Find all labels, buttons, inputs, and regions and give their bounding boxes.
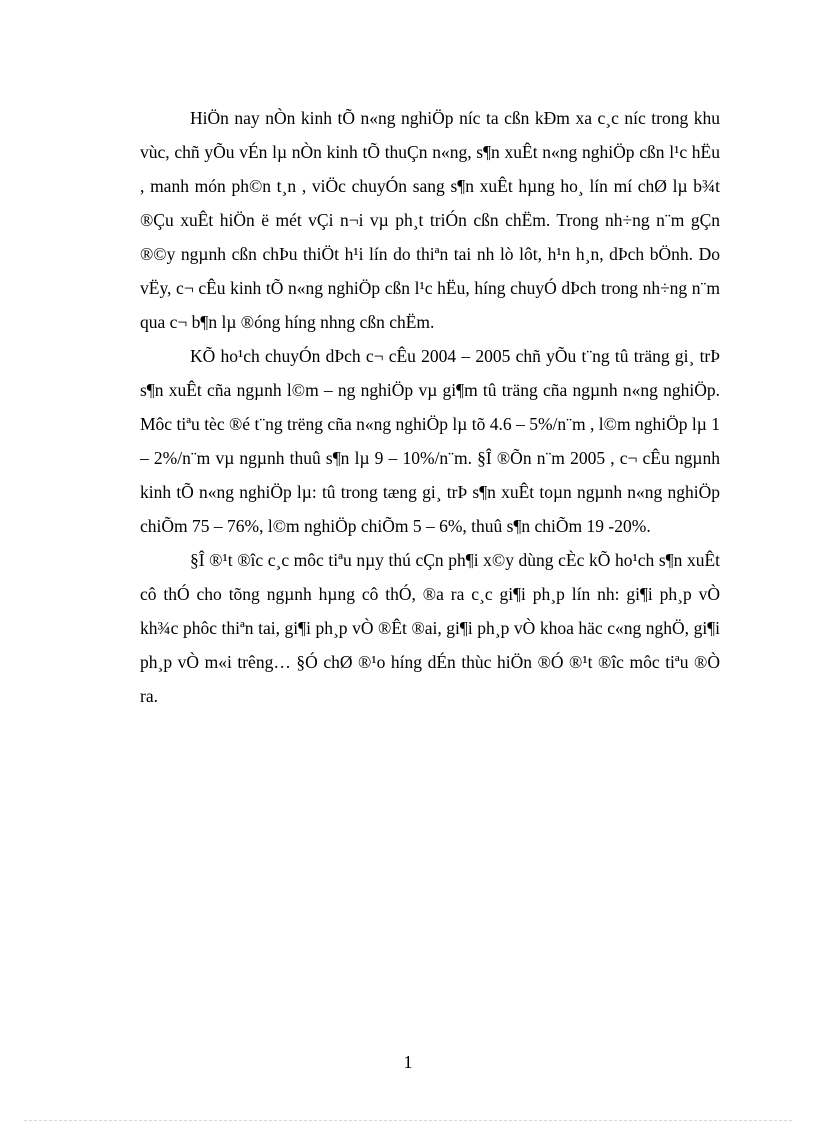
- paragraph-3: §Î ®¹t ®îc c¸c môc tiªu nµy thú cÇn ph¶i x©y dùng cÈc kÕ ho¹ch s¶n xuÊt cô thÓ cho tõng ngµnh hµng cô thÓ, ®a ra c¸c gi¶i ph¸p lín nh: gi¶i ph¸p vÒ kh¾c phôc thiªn tai, gi¶i ph¸p vÒ ®Êt ®ai, gi¶i ph¸p vÒ khoa häc c«ng nghÖ, gi¶i ph¸p vÒ m«i trêng… §Ó chØ ®¹o híng dÉn thùc hiÖn ®Ó ®¹t ®îc môc tiªu ®Ò ra.: [140, 550, 720, 706]
- page-bottom-divider: [24, 1120, 792, 1121]
- paragraph-2: KÕ ho¹ch chuyÓn dÞch c¬ cÊu 2004 – 2005 chñ yÕu t¨ng tû träng gi¸ trÞ s¶n xuÊt cña ngµnh l©m – ng nghiÖp vµ gi¶m tû träng cña ngµnh n«ng nghiÖp. Môc tiªu tèc ®é t¨ng trëng cña n«ng nghiÖp lµ tõ 4.6 – 5%/n¨m , l©m nghiÖp lµ 1 – 2%/n¨m vµ ngµnh thuû s¶n lµ 9 – 10%/n¨m. §Î ®Õn n¨m 2005 , c¬ cÊu ngµnh kinh tÕ n«ng nghiÖp lµ: tû trong tæng gi¸ trÞ s¶n xuÊt toµn ngµnh n«ng nghiÖp chiÕm 75 – 76%, l©m nghiÖp chiÕm 5 – 6%, thuû s¶n chiÕm 19 -20%.: [140, 346, 720, 536]
- body-text: [140, 101, 720, 713]
- page-number: 1: [403, 1052, 413, 1072]
- paragraph-1: HiÖn nay nÒn kinh tÕ n«ng nghiÖp níc ta cßn kÐm xa c¸c níc trong khu vùc, chñ yÕu vÉn lµ nÒn kinh tÕ thuÇn n«ng, s¶n xuÊt n«ng nghiÖp cßn l¹c hËu , manh món ph©n t¸n , viÖc chuyÓn sang s¶n xuÊt hµng ho¸ lín mí chØ lµ b¾t ®Çu xuÊt hiÖn ë mét vÇi n¬i vµ ph¸t triÓn cßn chËm. Trong nh÷ng n¨m gÇn ®©y ngµnh cßn chÞu thiÖt h¹i lín do thiªn tai nh lò lôt, h¹n h¸n, dÞch bÖnh. Do vËy, c¬ cÊu kinh tÕ n«ng nghiÖp cßn l¹c hËu, híng chuyÓ dÞch trong nh÷ng n¨m qua c¬ b¶n lµ ®óng híng nhng cßn chËm.: [140, 108, 720, 332]
